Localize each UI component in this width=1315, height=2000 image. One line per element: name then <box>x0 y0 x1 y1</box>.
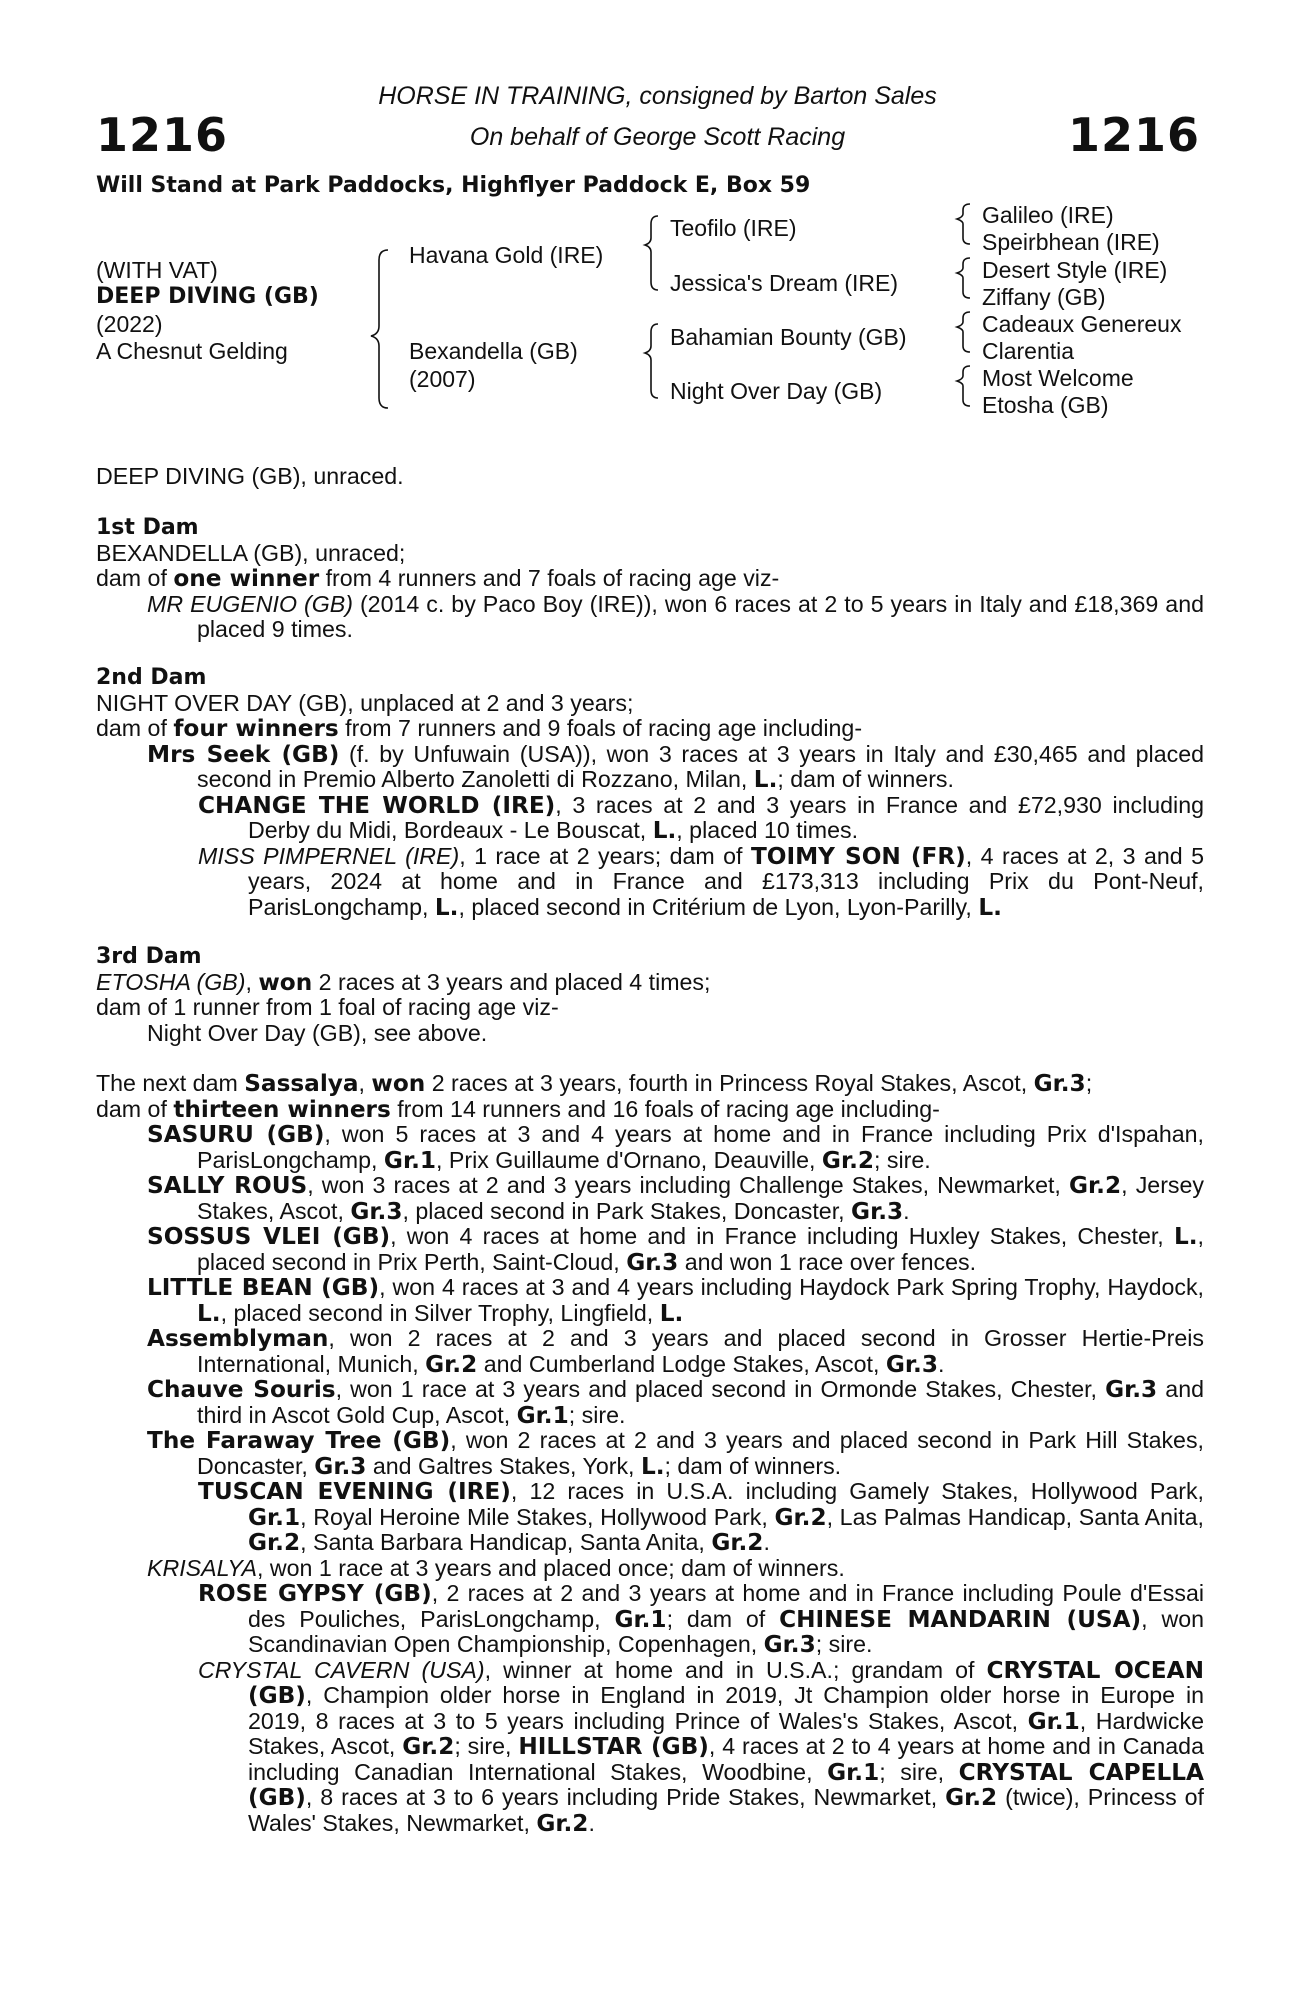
entry-chauve-souris: Chauve Souris, won 1 race at 3 years and placed second in Ormonde Stakes, Chester, Gr.3 and third in Ascot Gold Cup, Ascot, Gr.1; sire. <box>147 1376 1204 1429</box>
horse-summary: DEEP DIVING (GB), unraced. <box>96 463 404 489</box>
gen4-8: Etosha (GB) <box>982 392 1109 418</box>
gen4-2: Speirbhean (IRE) <box>982 229 1160 255</box>
second-dam-name: NIGHT OVER DAY (GB), unplaced at 2 and 3 years; <box>96 689 634 716</box>
first-dam-produce: dam of one winner from 4 runners and 7 foals of racing age viz- <box>96 565 780 592</box>
entry-rose-gypsy: ROSE GYPSY (GB), 2 races at 2 and 3 years at home and in France including Poule d'Essai des Pouliches, ParisLongchamp, Gr.1; dam of CHINESE MANDARIN (USA), won Scandinavian Open Championship, Copenhagen, Gr.3; sire. <box>198 1580 1204 1658</box>
entry-crystal-cavern: CRYSTAL CAVERN (USA), winner at home and in U.S.A.; grandam of CRYSTAL OCEAN (GB), Champion older horse in England in 2019, Jt Champion older horse in Europe in 2019, 8 races at 3 to 5 years including Prince of Wales's Stakes, Ascot, Gr.1, Hardwicke Stakes, Ascot, Gr.2; sire, HILLSTAR (GB), 4 races at 2 to 4 years at home and in Canada including Canadian International Stakes, Woodbine, Gr.1; sire, CRYSTAL CAPELLA (GB), 8 races at 3 to 6 years including Pride Stakes, Newmarket, Gr.2 (twice), Princess of Wales' Stakes, Newmarket, Gr.2. <box>198 1656 1204 1837</box>
gen4-5: Cadeaux Genereux <box>982 311 1182 337</box>
first-dam-section <box>96 515 1204 643</box>
gen4-6: Clarentia <box>982 338 1075 364</box>
entry-sasuru: SASURU (GB), won 5 races at 3 and 4 years at home and in France including Prix d'Ispahan, ParisLongchamp, Gr.1, Prix Guillaume d'Ornano, Deauville, Gr.2; sire. <box>147 1121 1204 1174</box>
entry-miss-pimpernel: MISS PIMPERNEL (IRE), 1 race at 2 years; dam of TOIMY SON (FR), 4 races at 2, 3 and 5 years, 2024 at home and in France and £173,313 including Prix du Pont-Neuf, ParisLongchamp, L., placed second in Critérium de Lyon, Lyon-Parilly, L. <box>198 842 1204 921</box>
second-dam-section <box>96 665 1204 920</box>
lot-number-right: 1216 <box>1067 108 1200 162</box>
sire-sire: Teofilo (IRE) <box>670 215 797 241</box>
entry-change-the-world: CHANGE THE WORLD (IRE), 3 races at 2 and 3 years in France and £72,930 including Derby du Midi, Bordeaux - Le Bouscat, L., placed 10 times. <box>198 791 1204 844</box>
entry-mrs-seek: Mrs Seek (GB) (f. by Unfuwain (USA)), won 3 races at 3 years in Italy and £30,465 and placed second in Premio Alberto Zanoletti di Rozzano, Milan, L.; dam of winners. <box>147 740 1204 793</box>
entry-tuscan-evening: TUSCAN EVENING (IRE), 12 races in U.S.A. including Gamely Stakes, Hollywood Park, Gr.1, Royal Heroine Mile Stakes, Hollywood Park, Gr.2, Las Palmas Handicap, Santa Anita, Gr.2, Santa Barbara Handicap, Santa Anita, Gr.2. <box>198 1478 1204 1556</box>
next-dam-produce: dam of thirteen winners from 14 runners and 16 foals of racing age including- <box>96 1095 940 1123</box>
entry-krisalya: KRISALYA, won 1 race at 3 years and placed once; dam of winners. <box>147 1554 845 1581</box>
dam-sire: Bahamian Bounty (GB) <box>670 324 907 350</box>
third-dam-heading: 3rd Dam <box>96 944 202 969</box>
first-dam-entry: MR EUGENIO (GB) (2014 c. by Paco Boy (IRE)), won 6 races at 2 to 5 years in Italy and £18,369 and placed 9 times. <box>147 590 1204 642</box>
lot-number-left: 1216 <box>96 108 229 162</box>
sire-dam: Jessica's Dream (IRE) <box>670 270 899 296</box>
first-dam-heading: 1st Dam <box>96 515 199 540</box>
vat-note: (WITH VAT) <box>96 257 218 283</box>
first-dam-name: BEXANDELLA (GB), unraced; <box>96 539 406 566</box>
dam-name: Bexandella (GB) <box>409 338 578 364</box>
gen4-4: Ziffany (GB) <box>982 284 1106 310</box>
entry-little-bean: LITTLE BEAN (GB), won 4 races at 3 and 4 years including Haydock Park Spring Trophy, Haydock, L., placed second in Silver Trophy, Lingfield, L. <box>147 1274 1204 1327</box>
entry-assemblyman: Assemblyman, won 2 races at 2 and 3 years and placed second in Grosser Hertie-Preis International, Munich, Gr.2 and Cumberland Lodge Stakes, Ascot, Gr.3. <box>147 1325 1204 1378</box>
entry-sally-rous: SALLY ROUS, won 3 races at 2 and 3 years including Challenge Stakes, Newmarket, Gr.2, Jersey Stakes, Ascot, Gr.3, placed second in Park Stakes, Doncaster, Gr.3. <box>147 1172 1204 1225</box>
gen4-7: Most Welcome <box>982 365 1134 391</box>
horse-description: A Chesnut Gelding <box>96 338 288 364</box>
third-dam-name: ETOSHA (GB), won 2 races at 3 years and placed 4 times; <box>96 968 711 996</box>
next-dam-section <box>96 1071 1204 1836</box>
third-dam-section <box>96 944 1204 1046</box>
stand-location: Will Stand at Park Paddocks, Highflyer Paddock E, Box 59 <box>96 173 811 198</box>
consignment-line: HORSE IN TRAINING, consigned by Barton Sales <box>378 82 937 110</box>
horse-year: (2022) <box>96 311 163 337</box>
dam-dam: Night Over Day (GB) <box>670 378 883 404</box>
gen4-1: Galileo (IRE) <box>982 202 1114 228</box>
entry-the-faraway-tree: The Faraway Tree (GB), won 2 races at 2 and 3 years and placed second in Park Hill Stakes, Doncaster, Gr.3 and Galtres Stakes, York, L.; dam of winners. <box>147 1427 1204 1480</box>
second-dam-produce: dam of four winners from 7 runners and 9 foals of racing age including- <box>96 715 863 742</box>
entry-sossus-vlei: SOSSUS VLEI (GB), won 4 races at home and in France including Huxley Stakes, Chester, L., placed second in Prix Perth, Saint-Cloud, Gr.3 and won 1 race over fences. <box>147 1223 1204 1276</box>
horse-name: DEEP DIVING (GB) <box>96 284 319 309</box>
sire-name: Havana Gold (IRE) <box>409 242 604 268</box>
gen4-3: Desert Style (IRE) <box>982 257 1168 283</box>
third-dam-produce: dam of 1 runner from 1 foal of racing age viz- <box>96 994 559 1020</box>
second-dam-heading: 2nd Dam <box>96 665 207 690</box>
dam-year: (2007) <box>409 366 476 392</box>
next-dam-name: The next dam Sassalya, won 2 races at 3 years, fourth in Princess Royal Stakes, Ascot, Gr.3; <box>96 1070 1093 1097</box>
third-dam-entry: Night Over Day (GB), see above. <box>147 1019 488 1046</box>
on-behalf-line: On behalf of George Scott Racing <box>469 123 846 151</box>
